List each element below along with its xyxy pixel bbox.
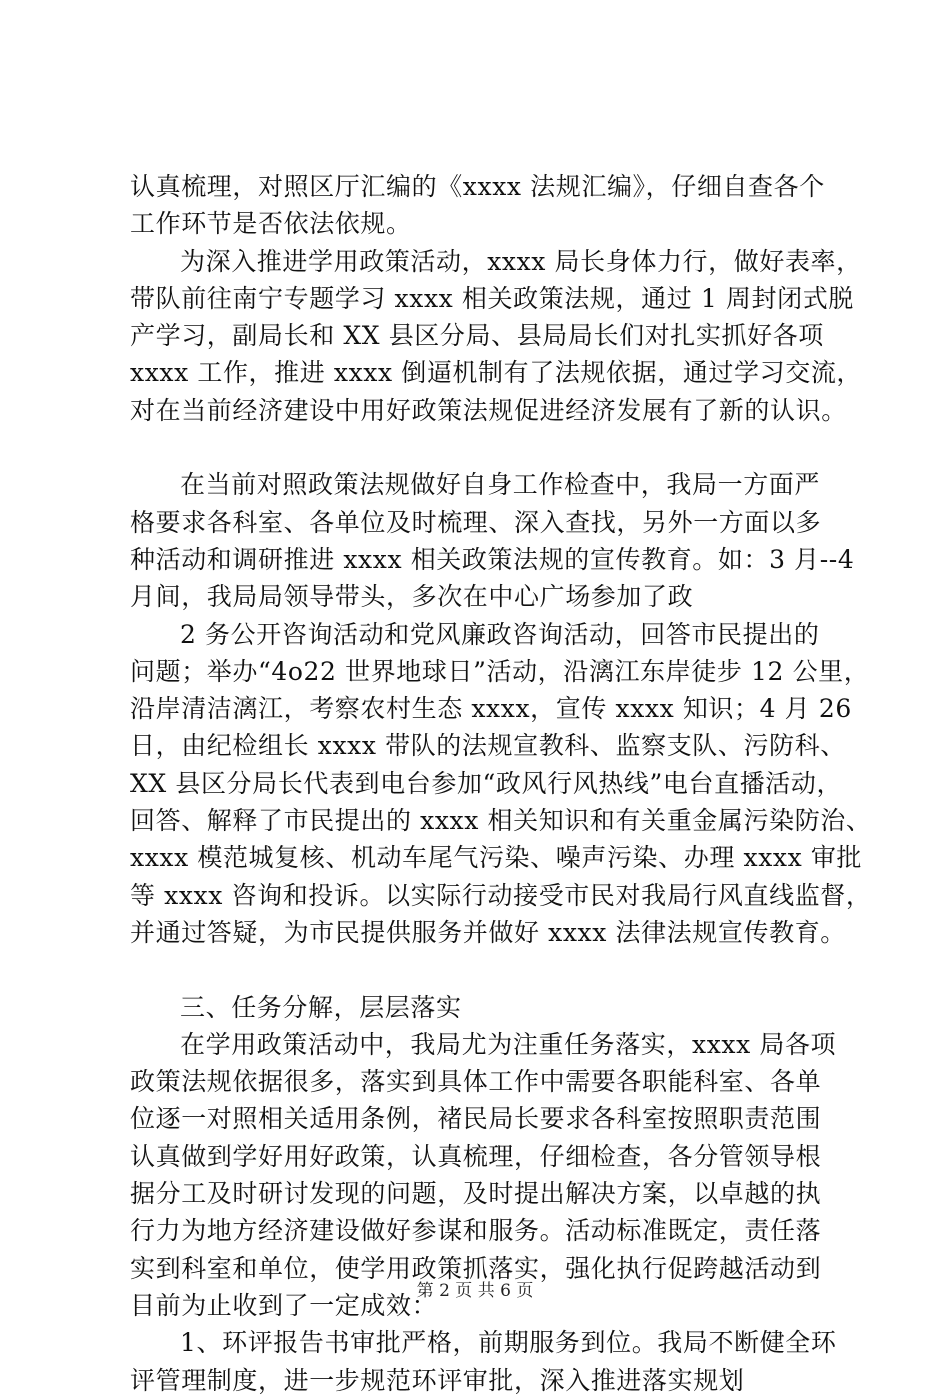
text-line: xxxx 模范城复核、机动车尾气污染、噪声污染、办理 xxxx 审批 [130,843,863,873]
page-footer [0,1276,950,1301]
text-line: 据分工及时研讨发现的问题，及时提出解决方案，以卓越的执 [130,1179,822,1209]
text-line: 2 务公开咨询活动和党风廉政咨询活动，回答市民提出的 [180,619,820,649]
text-line: 位逐一对照相关适用条例，褚民局长要求各科室按照职责范围 [130,1104,822,1134]
text-line: 回答、解释了市民提出的 xxxx 相关知识和有关重金属污染防治、 [130,806,872,836]
text-line: 认真梳理，对照区厅汇编的《xxxx 法规汇编》，仔细自查各个 [130,172,825,201]
document-body [130,168,872,1399]
text-line: 格要求各科室、各单位及时梳理、深入查找，另外一方面以多 [130,507,822,537]
text-line: XX 县区分局长代表到电台参加“政风行风热线”电台直播活动， [130,768,843,798]
text-line: 日，由纪检组长 xxxx 带队的法规宣教科、监察支队、污防科、 [130,731,846,761]
text-line: 产学习，副局长和 XX 县区分局、县局局长们对扎实抓好各项 [130,321,824,351]
text-line: 并通过答疑，为市民提供服务并做好 xxxx 法律法规宣传教育。 [130,917,846,947]
text-line: 在当前对照政策法规做好自身工作检查中，我局一方面严 [180,470,821,500]
text-line: 等 xxxx 咨询和投诉。以实际行动接受市民对我局行风直线监督， [130,880,872,910]
text-line: 目前为止收到了一定成效： [130,1290,438,1320]
text-line: 1、环评报告书审批严格，前期服务到位。我局不断健全环 [180,1328,837,1358]
text-line: 在学用政策活动中，我局尤为注重任务落实，xxxx 局各项 [180,1029,837,1059]
text-line: 对在当前经济建设中用好政策法规促进经济发展有了新的认识。 [130,395,847,425]
section-heading: 三、任务分解，层层落实 [180,992,462,1022]
text-line: 评管理制度，进一步规范环评审批，深入推进落实规划 [130,1365,745,1395]
paragraph-gap [130,429,850,466]
text-line: xxxx 工作，推进 xxxx 倒逼机制有了法规依据，通过学习交流， [130,358,863,388]
text-line: 政策法规依据很多，落实到具体工作中需要各职能科室、各单 [130,1067,822,1097]
text-line: 认真做到学好用好政策，认真梳理，仔细检查，各分管领导根 [130,1141,822,1171]
text-line: 行力为地方经济建设做好参谋和服务。活动标准既定，责任落 [130,1216,822,1246]
text-line: 问题；举办“4o22 世界地球日”活动，沿漓江东岸徒步 12 公里， [130,656,870,686]
text-line: 月间，我局局领导带头，多次在中心广场参加了政 [130,582,694,612]
page-indicator: 第 2 页 共 6 页 [416,1281,534,1301]
text-line: 沿岸清洁漓江，考察农村生态 xxxx，宣传 xxxx 知识；4 月 26 [130,694,852,724]
text-line: 实到科室和单位，使学用政策抓落实，强化执行促跨越活动到 [130,1253,822,1283]
text-line: 种活动和调研推进 xxxx 相关政策法规的宣传教育。如：3 月--4 [130,544,855,574]
text-line: 工作环节是否依法依规。 [130,209,412,239]
text-line: 带队前往南宁专题学习 xxxx 相关政策法规，通过 1 周封闭式脱 [130,283,854,313]
text-line: 为深入推进学用政策活动，xxxx 局长身体力行，做好表率， [180,246,862,276]
paragraph-gap [130,951,850,988]
